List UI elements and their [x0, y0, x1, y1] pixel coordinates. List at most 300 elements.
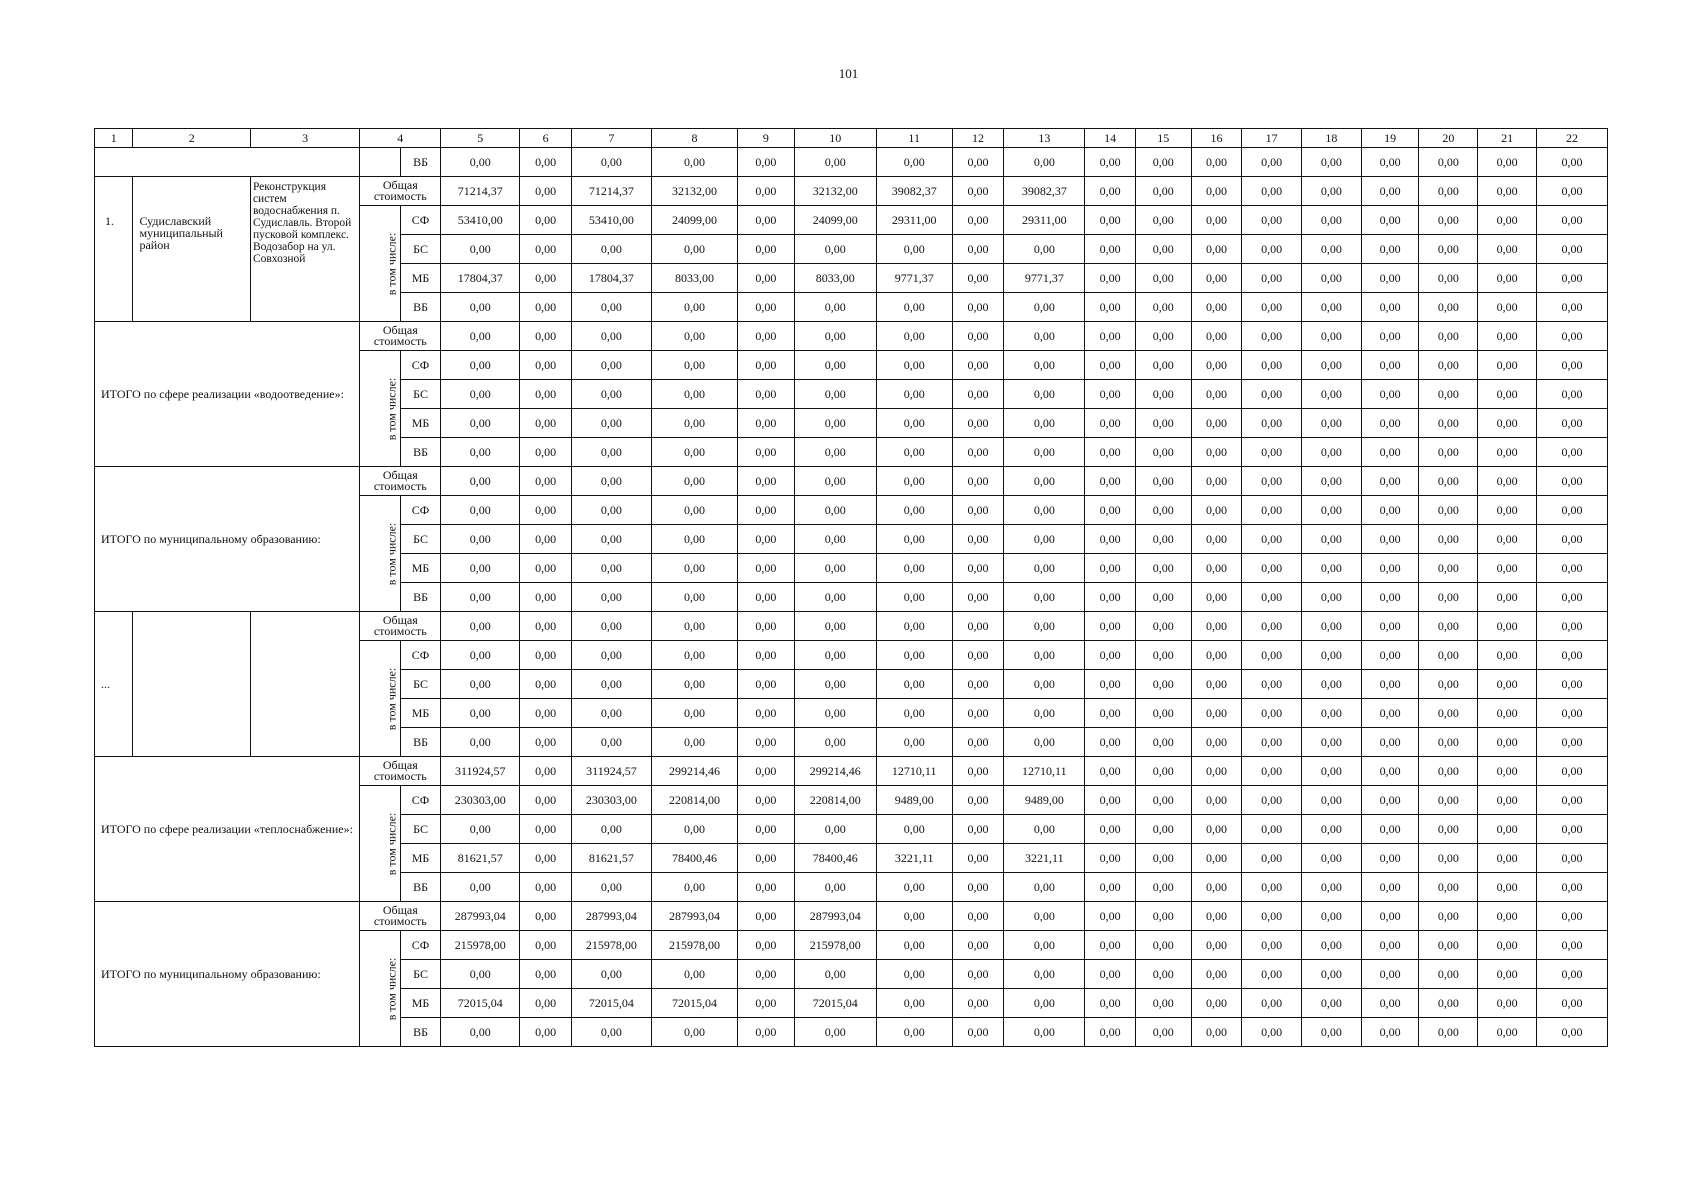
value-cell: 0,00 [1478, 873, 1537, 902]
value-cell: 0,00 [1191, 902, 1242, 931]
value-cell: 0,00 [1302, 438, 1362, 467]
value-cell: 0,00 [794, 148, 876, 177]
value-cell: 0,00 [571, 409, 651, 438]
value-cell: 3221,11 [876, 844, 952, 873]
value-cell: 0,00 [1135, 496, 1191, 525]
value-cell: 0,00 [1135, 380, 1191, 409]
value-cell: 0,00 [738, 757, 795, 786]
value-cell: 0,00 [1478, 467, 1537, 496]
value-cell: 0,00 [1004, 351, 1085, 380]
finance-type: ВБ [400, 438, 441, 467]
value-cell: 24099,00 [651, 206, 737, 235]
column-number: 7 [571, 129, 651, 148]
value-cell: 0,00 [1004, 467, 1085, 496]
value-cell: 0,00 [1302, 989, 1362, 1018]
value-cell: 0,00 [1085, 844, 1136, 873]
value-cell: 0,00 [1478, 525, 1537, 554]
value-cell: 0,00 [1302, 148, 1362, 177]
value-cell: 0,00 [1478, 960, 1537, 989]
value-cell: 0,00 [1419, 554, 1478, 583]
value-cell: 0,00 [1085, 525, 1136, 554]
column-number: 15 [1135, 129, 1191, 148]
value-cell: 0,00 [952, 380, 1004, 409]
value-cell: 0,00 [1361, 206, 1419, 235]
value-cell: 0,00 [738, 612, 795, 641]
value-cell: 0,00 [651, 554, 737, 583]
value-cell: 0,00 [1536, 206, 1607, 235]
value-cell: 0,00 [1242, 844, 1302, 873]
value-cell: 0,00 [1085, 786, 1136, 815]
value-cell: 0,00 [1135, 351, 1191, 380]
value-cell: 0,00 [1191, 583, 1242, 612]
value-cell: 0,00 [1004, 554, 1085, 583]
total-cost-label: Общая стоимость [360, 322, 441, 351]
value-cell: 0,00 [1085, 177, 1136, 206]
value-cell: 0,00 [1135, 728, 1191, 757]
value-cell: 0,00 [1191, 641, 1242, 670]
value-cell: 0,00 [1135, 583, 1191, 612]
value-cell: 0,00 [520, 699, 572, 728]
value-cell: 0,00 [1361, 1018, 1419, 1047]
value-cell: 0,00 [794, 235, 876, 264]
value-cell: 0,00 [1361, 264, 1419, 293]
value-cell: 0,00 [1419, 873, 1478, 902]
value-cell: 0,00 [1536, 380, 1607, 409]
value-cell: 0,00 [1419, 699, 1478, 728]
value-cell: 0,00 [952, 960, 1004, 989]
value-cell: 0,00 [1302, 670, 1362, 699]
value-cell: 215978,00 [651, 931, 737, 960]
value-cell: 0,00 [1242, 931, 1302, 960]
value-cell: 0,00 [520, 293, 572, 322]
value-cell: 0,00 [520, 235, 572, 264]
value-cell: 0,00 [520, 148, 572, 177]
value-cell: 0,00 [1004, 670, 1085, 699]
finance-type: МБ [400, 409, 441, 438]
value-cell: 0,00 [1419, 931, 1478, 960]
value-cell: 0,00 [1536, 815, 1607, 844]
finance-type: ВБ [400, 873, 441, 902]
finance-type: МБ [400, 264, 441, 293]
value-cell: 0,00 [1191, 728, 1242, 757]
value-cell: 0,00 [1302, 177, 1362, 206]
value-cell: 0,00 [571, 728, 651, 757]
value-cell: 0,00 [738, 844, 795, 873]
value-cell: 0,00 [1302, 206, 1362, 235]
value-cell: 0,00 [738, 206, 795, 235]
value-cell: 0,00 [571, 293, 651, 322]
total-cost-label: Общая стоимость [360, 467, 441, 496]
value-cell: 0,00 [1004, 960, 1085, 989]
including-label [360, 351, 401, 467]
value-cell: 0,00 [1191, 438, 1242, 467]
value-cell: 0,00 [441, 815, 520, 844]
value-cell: 0,00 [1242, 757, 1302, 786]
value-cell: 0,00 [1085, 148, 1136, 177]
value-cell: 0,00 [1536, 351, 1607, 380]
value-cell: 0,00 [952, 148, 1004, 177]
value-cell: 287993,04 [794, 902, 876, 931]
value-cell: 0,00 [651, 148, 737, 177]
column-number: 13 [1004, 129, 1085, 148]
total-label: ИТОГО по муниципальному образованию: [95, 902, 360, 1047]
value-cell: 0,00 [1004, 873, 1085, 902]
value-cell: 0,00 [1361, 757, 1419, 786]
value-cell: 0,00 [520, 670, 572, 699]
value-cell: 0,00 [441, 873, 520, 902]
value-cell: 24099,00 [794, 206, 876, 235]
value-cell: 0,00 [738, 554, 795, 583]
including-label [360, 931, 401, 1047]
value-cell: 0,00 [520, 322, 572, 351]
value-cell: 0,00 [876, 815, 952, 844]
value-cell: 32132,00 [651, 177, 737, 206]
value-cell: 0,00 [1361, 235, 1419, 264]
value-cell: 0,00 [571, 235, 651, 264]
value-cell: 0,00 [952, 728, 1004, 757]
value-cell: 0,00 [1419, 351, 1478, 380]
value-cell: 287993,04 [651, 902, 737, 931]
finance-type: СФ [400, 641, 441, 670]
value-cell: 0,00 [1419, 815, 1478, 844]
value-cell: 0,00 [651, 612, 737, 641]
value-cell: 0,00 [1135, 931, 1191, 960]
value-cell: 0,00 [952, 902, 1004, 931]
value-cell: 0,00 [1242, 525, 1302, 554]
value-cell: 0,00 [651, 873, 737, 902]
value-cell: 0,00 [1536, 612, 1607, 641]
table-row [95, 757, 1608, 786]
value-cell: 0,00 [1419, 1018, 1478, 1047]
value-cell: 0,00 [1536, 670, 1607, 699]
value-cell: 0,00 [952, 235, 1004, 264]
value-cell: 0,00 [794, 960, 876, 989]
value-cell: 0,00 [571, 467, 651, 496]
value-cell: 0,00 [952, 757, 1004, 786]
value-cell: 0,00 [651, 815, 737, 844]
value-cell: 0,00 [1302, 380, 1362, 409]
value-cell: 0,00 [441, 1018, 520, 1047]
value-cell: 0,00 [952, 1018, 1004, 1047]
value-cell: 0,00 [1478, 989, 1537, 1018]
ellipsis-cell: ... [95, 612, 133, 757]
value-cell: 0,00 [1302, 525, 1362, 554]
value-cell: 0,00 [738, 699, 795, 728]
value-cell: 0,00 [520, 844, 572, 873]
value-cell: 0,00 [1004, 380, 1085, 409]
value-cell: 0,00 [1191, 757, 1242, 786]
value-cell: 0,00 [1419, 496, 1478, 525]
empty-cell [133, 612, 250, 757]
value-cell: 0,00 [1419, 757, 1478, 786]
value-cell: 0,00 [1191, 264, 1242, 293]
value-cell: 0,00 [1302, 583, 1362, 612]
value-cell: 0,00 [1419, 264, 1478, 293]
value-cell: 0,00 [1419, 960, 1478, 989]
value-cell: 0,00 [1242, 235, 1302, 264]
value-cell: 0,00 [1242, 264, 1302, 293]
total-cost-label: Общая стоимость [360, 612, 441, 641]
value-cell: 0,00 [520, 873, 572, 902]
value-cell: 29311,00 [1004, 206, 1085, 235]
value-cell: 0,00 [441, 148, 520, 177]
value-cell: 0,00 [738, 873, 795, 902]
column-number: 10 [794, 129, 876, 148]
value-cell: 81621,57 [441, 844, 520, 873]
value-cell: 0,00 [876, 931, 952, 960]
value-cell: 0,00 [794, 351, 876, 380]
value-cell: 0,00 [1419, 844, 1478, 873]
table-row [95, 148, 1608, 177]
value-cell: 0,00 [1419, 148, 1478, 177]
value-cell: 0,00 [1085, 496, 1136, 525]
value-cell: 0,00 [1135, 815, 1191, 844]
value-cell: 0,00 [738, 438, 795, 467]
value-cell: 0,00 [1361, 989, 1419, 1018]
value-cell: 0,00 [1478, 235, 1537, 264]
value-cell: 0,00 [1004, 293, 1085, 322]
value-cell: 0,00 [1004, 931, 1085, 960]
including-label-text: в том числе: [384, 377, 399, 440]
value-cell: 0,00 [1085, 206, 1136, 235]
value-cell: 0,00 [1004, 438, 1085, 467]
value-cell: 0,00 [952, 293, 1004, 322]
value-cell: 0,00 [1135, 322, 1191, 351]
value-cell: 0,00 [1419, 322, 1478, 351]
total-label: ИТОГО по сфере реализации «водоотведение»: [95, 322, 360, 467]
value-cell: 0,00 [738, 525, 795, 554]
value-cell: 0,00 [1004, 612, 1085, 641]
value-cell: 0,00 [876, 873, 952, 902]
value-cell: 0,00 [738, 264, 795, 293]
value-cell: 0,00 [1135, 989, 1191, 1018]
value-cell: 0,00 [1085, 641, 1136, 670]
value-cell: 0,00 [1361, 612, 1419, 641]
value-cell: 0,00 [1419, 409, 1478, 438]
value-cell: 0,00 [1302, 757, 1362, 786]
value-cell: 0,00 [876, 583, 952, 612]
value-cell: 0,00 [876, 409, 952, 438]
finance-type: БС [400, 380, 441, 409]
value-cell: 0,00 [1085, 264, 1136, 293]
value-cell: 0,00 [1478, 380, 1537, 409]
value-cell: 0,00 [738, 148, 795, 177]
value-cell: 0,00 [1242, 380, 1302, 409]
value-cell: 0,00 [1135, 902, 1191, 931]
value-cell: 0,00 [952, 438, 1004, 467]
value-cell: 72015,04 [441, 989, 520, 1018]
value-cell: 0,00 [1242, 409, 1302, 438]
value-cell: 0,00 [520, 902, 572, 931]
value-cell: 0,00 [738, 815, 795, 844]
value-cell: 0,00 [1242, 960, 1302, 989]
value-cell: 0,00 [1478, 177, 1537, 206]
value-cell: 0,00 [571, 815, 651, 844]
value-cell: 0,00 [1478, 264, 1537, 293]
value-cell: 0,00 [1536, 322, 1607, 351]
value-cell: 0,00 [441, 525, 520, 554]
finance-type: ВБ [400, 148, 441, 177]
value-cell: 0,00 [651, 409, 737, 438]
value-cell: 0,00 [794, 525, 876, 554]
column-number: 17 [1242, 129, 1302, 148]
value-cell: 0,00 [651, 438, 737, 467]
value-cell: 0,00 [1004, 583, 1085, 612]
value-cell: 8033,00 [651, 264, 737, 293]
value-cell: 0,00 [1478, 322, 1537, 351]
finance-type: МБ [400, 554, 441, 583]
value-cell: 0,00 [1478, 699, 1537, 728]
value-cell: 0,00 [1361, 699, 1419, 728]
value-cell: 0,00 [1302, 699, 1362, 728]
value-cell: 0,00 [1536, 902, 1607, 931]
total-label: ИТОГО по муниципальному образованию: [95, 467, 360, 612]
value-cell: 0,00 [952, 409, 1004, 438]
value-cell: 0,00 [520, 177, 572, 206]
including-label-text: в том числе: [384, 522, 399, 585]
value-cell: 71214,37 [571, 177, 651, 206]
column-number: 11 [876, 129, 952, 148]
value-cell: 0,00 [520, 206, 572, 235]
value-cell: 0,00 [571, 438, 651, 467]
table-row [95, 612, 1608, 641]
value-cell: 0,00 [1135, 844, 1191, 873]
value-cell: 0,00 [794, 409, 876, 438]
column-number: 8 [651, 129, 737, 148]
value-cell: 0,00 [1536, 699, 1607, 728]
finance-type: ВБ [400, 293, 441, 322]
value-cell: 0,00 [738, 989, 795, 1018]
value-cell: 0,00 [1191, 293, 1242, 322]
value-cell: 0,00 [1085, 960, 1136, 989]
finance-type: ВБ [400, 583, 441, 612]
value-cell: 0,00 [520, 960, 572, 989]
value-cell: 0,00 [1191, 206, 1242, 235]
value-cell: 0,00 [1536, 931, 1607, 960]
value-cell: 0,00 [571, 148, 651, 177]
value-cell: 0,00 [1302, 293, 1362, 322]
column-number: 5 [441, 129, 520, 148]
value-cell: 0,00 [1135, 960, 1191, 989]
column-number: 1 [95, 129, 133, 148]
value-cell: 0,00 [1085, 554, 1136, 583]
value-cell: 0,00 [1242, 583, 1302, 612]
table-row [95, 322, 1608, 351]
value-cell: 0,00 [1302, 873, 1362, 902]
value-cell: 0,00 [794, 380, 876, 409]
value-cell: 9489,00 [1004, 786, 1085, 815]
value-cell: 0,00 [1536, 177, 1607, 206]
value-cell: 17804,37 [571, 264, 651, 293]
value-cell: 0,00 [738, 351, 795, 380]
value-cell: 0,00 [1085, 235, 1136, 264]
value-cell: 0,00 [1085, 612, 1136, 641]
value-cell: 0,00 [1419, 728, 1478, 757]
value-cell: 0,00 [1085, 293, 1136, 322]
value-cell: 78400,46 [651, 844, 737, 873]
value-cell: 0,00 [571, 699, 651, 728]
value-cell: 0,00 [738, 496, 795, 525]
value-cell: 0,00 [876, 351, 952, 380]
value-cell: 0,00 [1478, 902, 1537, 931]
value-cell: 0,00 [876, 670, 952, 699]
value-cell: 8033,00 [794, 264, 876, 293]
value-cell: 0,00 [520, 757, 572, 786]
value-cell: 0,00 [1242, 438, 1302, 467]
column-number: 2 [133, 129, 250, 148]
value-cell: 0,00 [1536, 728, 1607, 757]
value-cell: 0,00 [1085, 873, 1136, 902]
value-cell: 0,00 [1242, 989, 1302, 1018]
value-cell: 0,00 [1419, 235, 1478, 264]
investment-program-table [94, 128, 1608, 1047]
value-cell: 0,00 [738, 583, 795, 612]
value-cell: 0,00 [1085, 902, 1136, 931]
value-cell: 0,00 [876, 1018, 952, 1047]
value-cell: 0,00 [738, 293, 795, 322]
value-cell: 0,00 [794, 583, 876, 612]
finance-type: МБ [400, 844, 441, 873]
value-cell: 0,00 [794, 873, 876, 902]
column-number: 18 [1302, 129, 1362, 148]
value-cell: 0,00 [1478, 438, 1537, 467]
column-number: 12 [952, 129, 1004, 148]
value-cell: 0,00 [1004, 815, 1085, 844]
value-cell: 0,00 [1361, 293, 1419, 322]
value-cell: 0,00 [1242, 641, 1302, 670]
value-cell: 0,00 [1536, 467, 1607, 496]
value-cell: 0,00 [1191, 235, 1242, 264]
value-cell: 0,00 [1361, 844, 1419, 873]
finance-type: ВБ [400, 1018, 441, 1047]
value-cell: 0,00 [1536, 496, 1607, 525]
value-cell: 0,00 [1191, 351, 1242, 380]
value-cell: 0,00 [1361, 322, 1419, 351]
value-cell: 0,00 [1085, 380, 1136, 409]
column-number: 22 [1536, 129, 1607, 148]
value-cell: 0,00 [520, 438, 572, 467]
value-cell: 0,00 [1191, 177, 1242, 206]
value-cell: 0,00 [651, 351, 737, 380]
value-cell: 0,00 [1242, 699, 1302, 728]
value-cell: 0,00 [1361, 728, 1419, 757]
value-cell: 0,00 [520, 815, 572, 844]
value-cell: 0,00 [1135, 554, 1191, 583]
value-cell: 0,00 [1191, 554, 1242, 583]
value-cell: 0,00 [876, 322, 952, 351]
value-cell: 0,00 [1478, 1018, 1537, 1047]
value-cell: 220814,00 [794, 786, 876, 815]
value-cell: 53410,00 [441, 206, 520, 235]
value-cell: 287993,04 [441, 902, 520, 931]
value-cell: 0,00 [441, 699, 520, 728]
value-cell: 0,00 [1419, 177, 1478, 206]
value-cell: 0,00 [1361, 786, 1419, 815]
value-cell: 0,00 [1242, 815, 1302, 844]
value-cell: 0,00 [952, 583, 1004, 612]
value-cell: 0,00 [876, 496, 952, 525]
value-cell: 0,00 [1361, 931, 1419, 960]
value-cell: 0,00 [1085, 989, 1136, 1018]
value-cell: 0,00 [571, 322, 651, 351]
value-cell: 0,00 [520, 612, 572, 641]
value-cell: 0,00 [441, 612, 520, 641]
value-cell: 0,00 [738, 177, 795, 206]
value-cell: 0,00 [520, 467, 572, 496]
value-cell: 0,00 [794, 612, 876, 641]
value-cell: 0,00 [952, 206, 1004, 235]
value-cell: 0,00 [876, 554, 952, 583]
